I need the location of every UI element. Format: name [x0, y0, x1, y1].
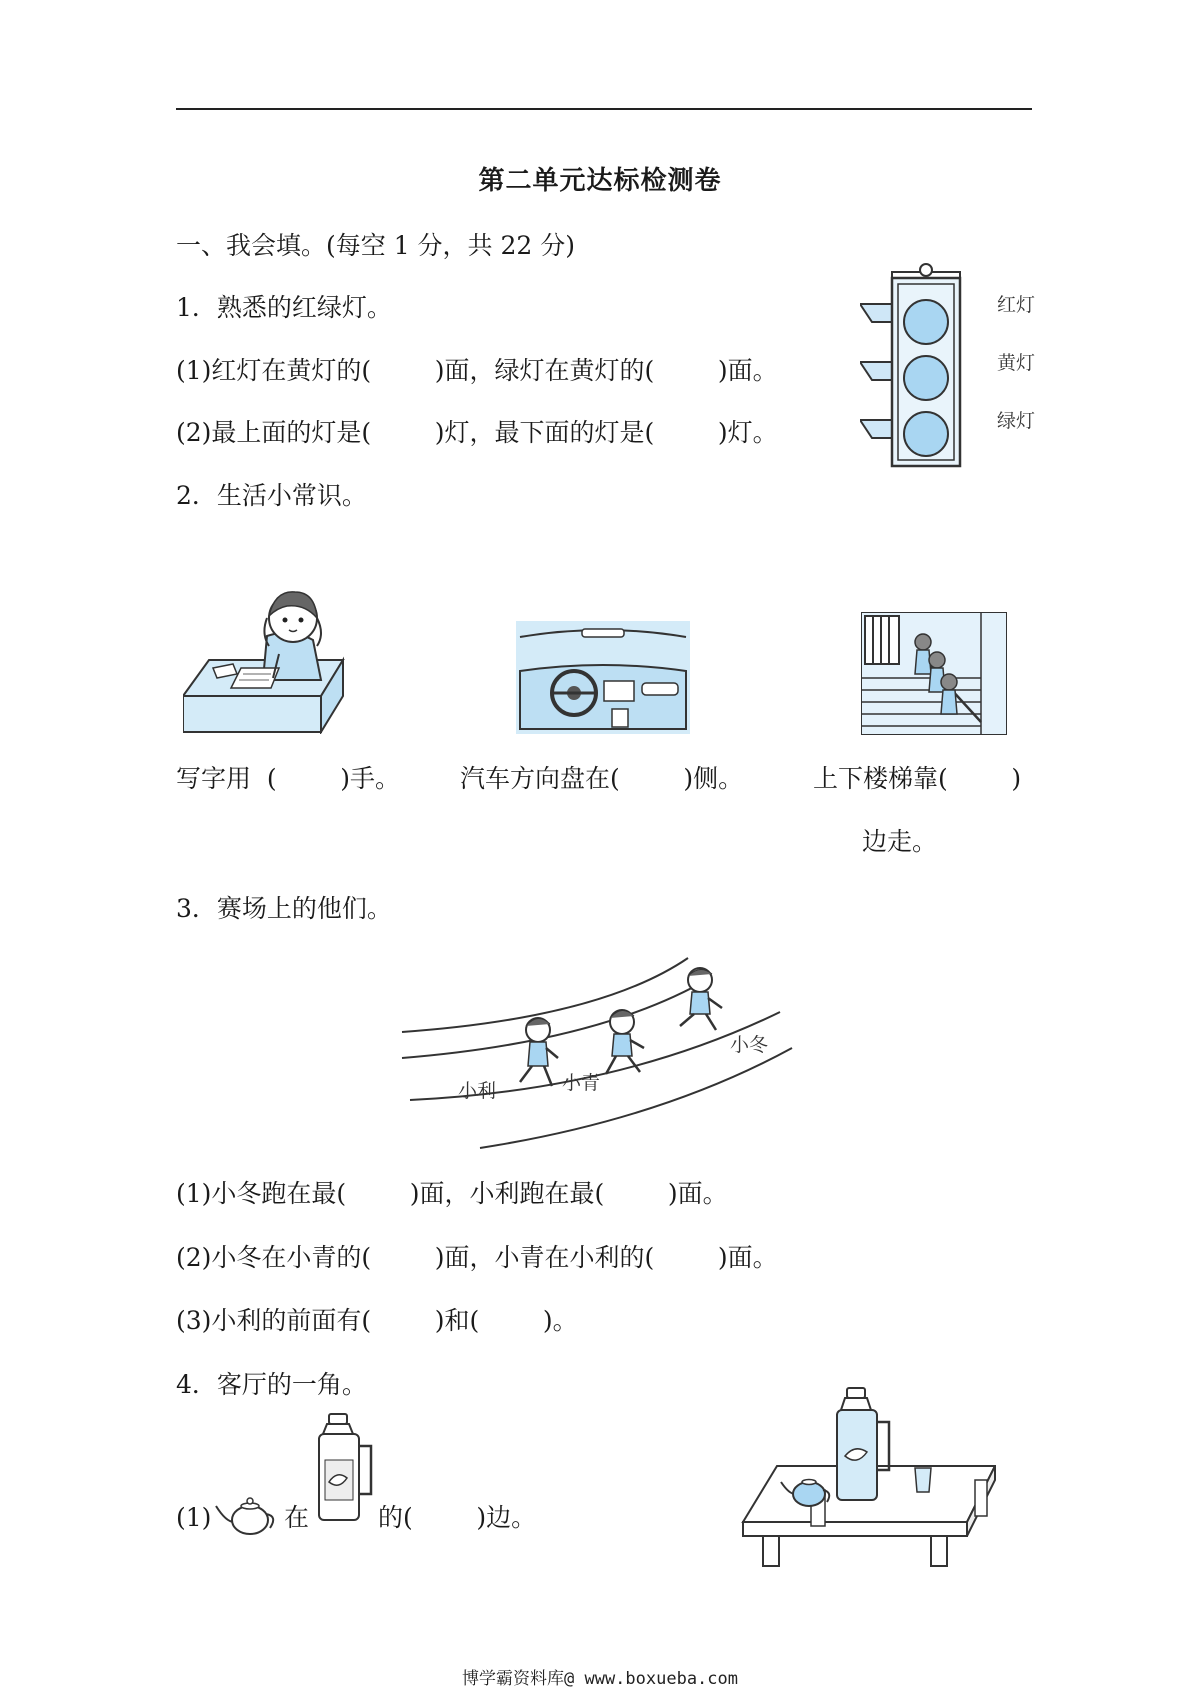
q3-sentence-3: (3)小利的前面有( )和( )。 — [176, 1306, 578, 1335]
living-room-table-illustration — [741, 1386, 996, 1568]
runner-label-xiaoqing: 小青 — [562, 1072, 601, 1094]
q3-sentence-2: (2)小冬在小青的( )面，小青在小利的( )面。 — [176, 1243, 778, 1272]
red-light-label: 红灯 — [997, 294, 1036, 316]
top-rule — [176, 108, 1032, 110]
car-dashboard-illustration — [516, 621, 690, 734]
q2-writing-hand: 写字用 ( )手。 — [176, 764, 400, 793]
teapot-icon — [214, 1492, 280, 1538]
q4-sentence-prefix: (1) — [176, 1503, 212, 1532]
q4-sentence-suffix: 的( )边。 — [378, 1503, 537, 1532]
q1-title: 1．熟悉的红绿灯。 — [176, 293, 392, 322]
runner-label-xiaodong: 小冬 — [730, 1034, 769, 1056]
traffic-light-illustration — [860, 262, 990, 472]
q3-sentence-1: (1)小冬跑在最( )面，小利跑在最( )面。 — [176, 1179, 728, 1208]
thermos-icon — [313, 1412, 375, 1524]
q1-sentence-2: (2)最上面的灯是( )灯，最下面的灯是( )灯。 — [176, 418, 778, 447]
girl-writing-illustration — [183, 588, 349, 734]
q2-stairs-side: 上下楼梯靠( ) — [813, 764, 1022, 793]
stairs-illustration — [861, 612, 1007, 735]
page-title: 第二单元达标检测卷 — [478, 166, 722, 196]
section-header: 一、我会填。(每空 1 分，共 22 分) — [176, 231, 576, 260]
q2-stairs-continued: 边走。 — [862, 827, 938, 856]
q2-steering-side: 汽车方向盘在( )侧。 — [460, 764, 744, 793]
green-light-label: 绿灯 — [997, 410, 1036, 432]
yellow-light-label: 黄灯 — [997, 352, 1036, 374]
q2-title: 2．生活小常识。 — [176, 481, 367, 510]
q3-title: 3．赛场上的他们。 — [176, 894, 392, 923]
runner-label-xiaoli: 小利 — [458, 1080, 497, 1102]
q4-sentence-mid: 在 — [284, 1503, 310, 1532]
q1-sentence-1: (1)红灯在黄灯的( )面，绿灯在黄灯的( )面。 — [176, 356, 778, 385]
footer-watermark: 博学霸资料库@ www.boxueba.com — [462, 1669, 738, 1689]
q4-title: 4．客厅的一角。 — [176, 1370, 367, 1399]
